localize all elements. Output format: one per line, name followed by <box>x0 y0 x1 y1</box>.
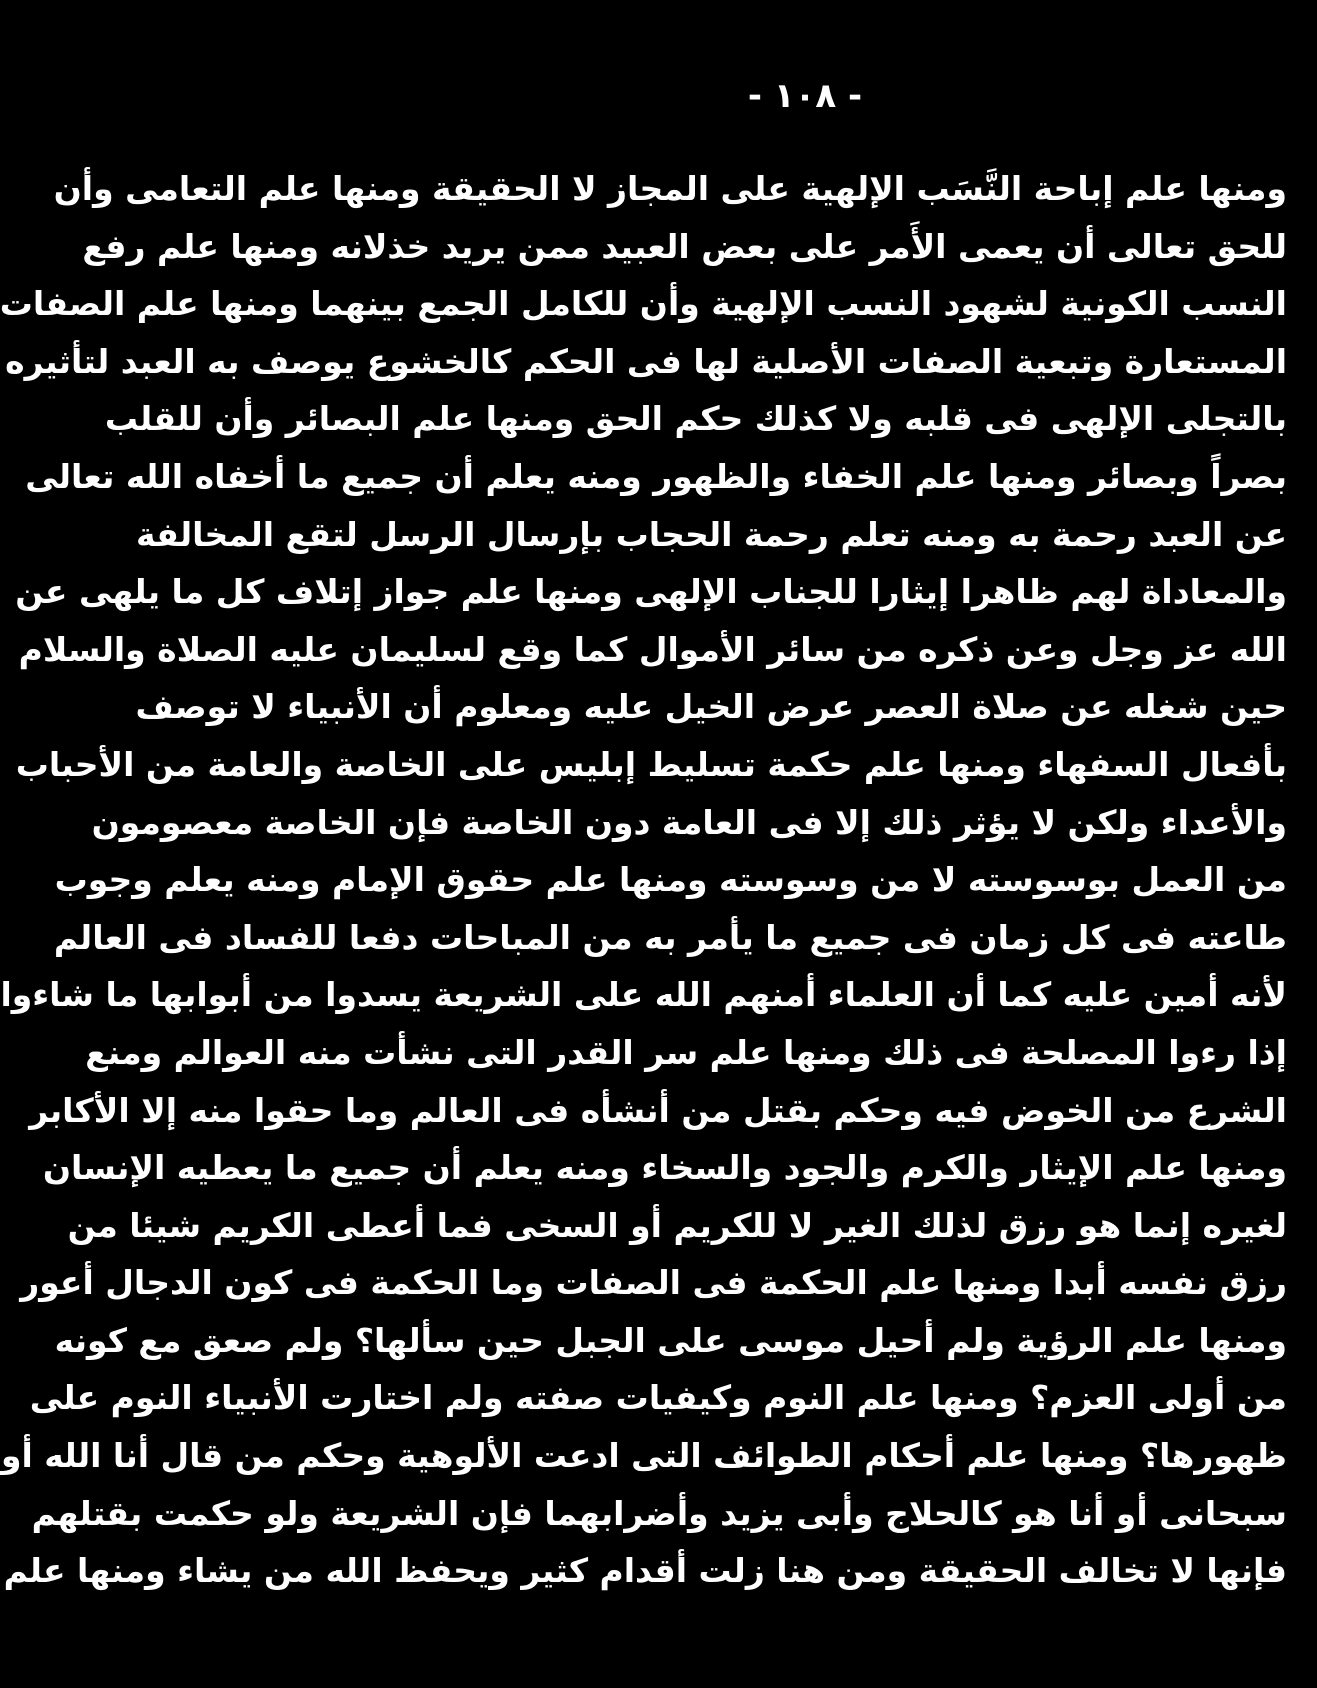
text-line: المستعارة وتبعية الصفات الأصلية لها فى الحكم كالخشوع يوصف به العبد لتأثيره <box>5 341 1287 381</box>
text-line: للحق تعالى أن يعمى الأَمر على بعض العبيد ممن يريد خذلانه ومنها علم رفع <box>82 226 1287 266</box>
text-line: فإنها لا تخالف الحقيقة ومن هنا زلت أقدام كثير ويحفظ الله من يشاء ومنها علم <box>3 1551 1287 1591</box>
text-line: رزق نفسه أبدا ومنها علم الحكمة فى الصفات وما الحكمة فى كون الدجال أعور <box>20 1263 1287 1303</box>
text-line: من العمل بوسوسته لا من وسوسته ومنها علم حقوق الإمام ومنه يعلم وجوب <box>54 860 1287 900</box>
text-line: بأفعال السفهاء ومنها علم حكمة تسليط إبليس على الخاصة والعامة من الأحباب <box>15 744 1287 784</box>
page-number: - ١٠٨ - <box>747 76 863 116</box>
text-line: عن العبد رحمة به ومنه تعلم رحمة الحجاب بإرسال الرسل لتقع المخالفة <box>135 514 1287 554</box>
text-line: سبحانى أو أنا هو كالحلاج وأبى يزيد وأضرابهما فإن الشريعة ولو حكمت بقتلهم <box>31 1493 1287 1533</box>
text-line: ومنها علم الإيثار والكرم والجود والسخاء ومنه يعلم أن جميع ما يعطيه الإنسان <box>42 1148 1287 1188</box>
text-line: حين شغله عن صلاة العصر عرض الخيل عليه ومعلوم أن الأنبياء لا توصف <box>135 687 1287 727</box>
text-line: بصراً وبصائر ومنها علم الخفاء والظهور ومنه يعلم أن جميع ما أخفاه الله تعالى <box>25 456 1287 496</box>
text-line: الشرع من الخوض فيه وحكم بقتل من أنشأه فى العالم وما حقوا منه إلا الأكابر <box>29 1090 1287 1130</box>
text-line: ومنها علم الرؤية ولم أحيل موسى على الجبل حين سألها؟ ولم صعق مع كونه <box>54 1320 1287 1360</box>
text-line: ومنها علم إباحة النَّسَب الإلهية على المجاز لا الحقيقة ومنها علم التعامى وأن <box>53 169 1287 208</box>
text-line: النسب الكونية لشهود النسب الإلهية وأن للكامل الجمع بينهما ومنها علم الصفات <box>0 284 1287 324</box>
text-line: الله عز وجل وعن ذكره من سائر الأموال كما وقع لسليمان عليه الصلاة والسلام <box>18 629 1287 669</box>
text-line: والمعاداة لهم ظاهرا إيثارا للجناب الإلهى ومنها علم جواز إتلاف كل ما يلهى عن <box>15 572 1287 612</box>
text-line: طاعته فى كل زمان فى جميع ما يأمر به من المباحات دفعا للفساد فى العالم <box>53 917 1287 957</box>
text-line: لغيره إنما هو رزق لذلك الغير لا للكريم أو السخى فما أعطى الكريم شيئا من <box>67 1205 1287 1245</box>
text-line: من أولى العزم؟ ومنها علم النوم وكيفيات صفته ولم اختارت الأنبياء النوم على <box>29 1378 1287 1418</box>
body-text <box>0 160 1287 1600</box>
text-line: والأعداء ولكن لا يؤثر ذلك إلا فى العامة دون الخاصة فإن الخاصة معصومون <box>91 802 1287 842</box>
text-line: إذا رءوا المصلحة فى ذلك ومنها علم سر القدر التى نشأت منه العوالم ومنع <box>85 1032 1287 1072</box>
text-line: لأنه أمين عليه كما أن العلماء أمنهم الله على الشريعة يسدوا من أبوابها ما شاءوا <box>0 975 1287 1015</box>
text-line: ظهورها؟ ومنها علم أحكام الطوائف التى ادعت الألوهية وحكم من قال أنا الله أو <box>0 1436 1287 1476</box>
text-line: بالتجلى الإلهى فى قلبه ولا كذلك حكم الحق ومنها علم البصائر وأن للقلب <box>104 399 1287 439</box>
